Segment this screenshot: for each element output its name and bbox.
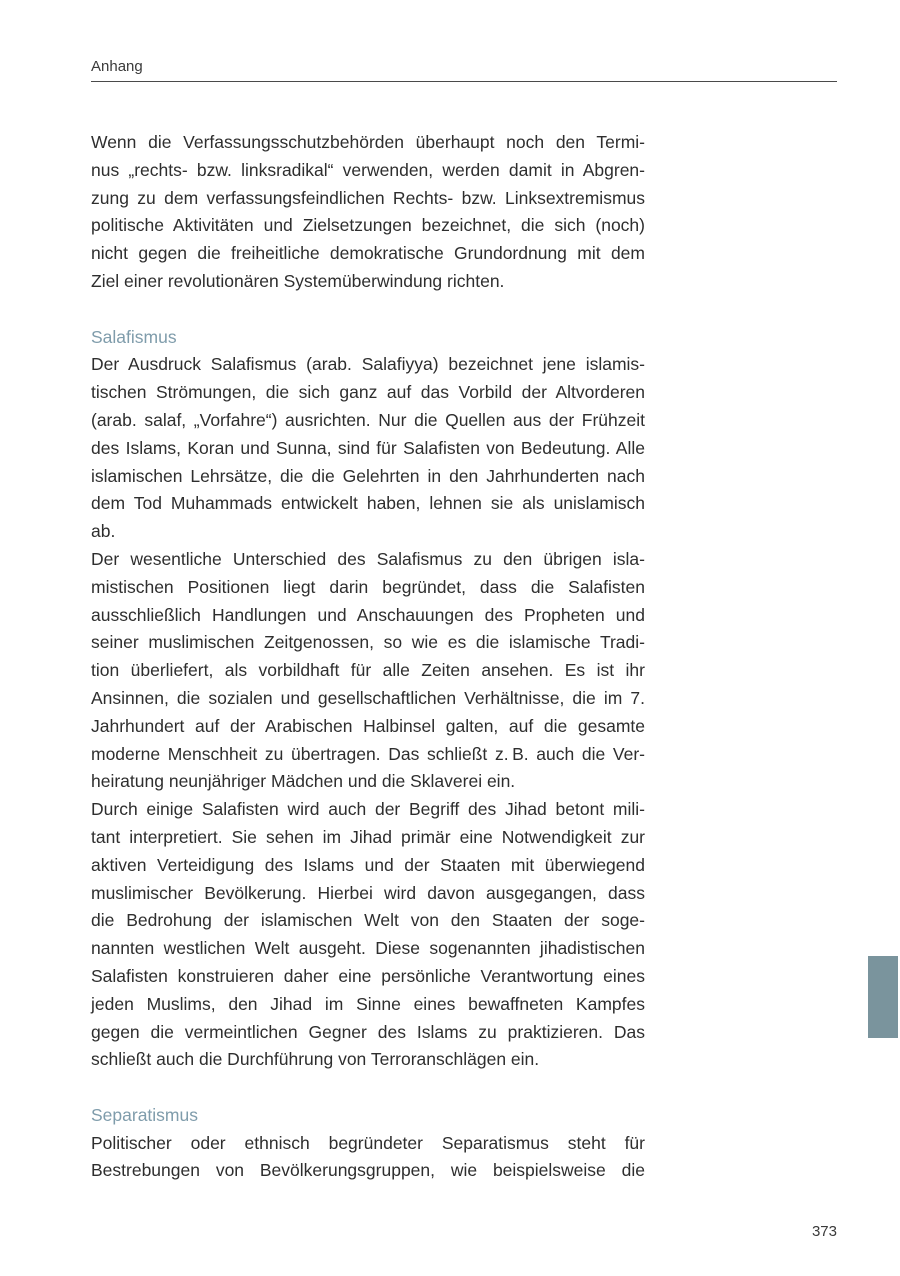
body-text-line: ab. (91, 521, 116, 542)
body-text-line: tion überliefert, als vorbildhaft für alle Zeiten ansehen. Es ist ihr (91, 660, 645, 681)
body-text-line: islamischen Lehrsätze, die die Gelehrten in den Jahrhunderten nach (91, 465, 645, 486)
page-number: 373 (811, 1223, 837, 1240)
section-heading-separatismus: Separatismus (91, 1104, 198, 1125)
body-text-line: schließt auch die Durchführung von Terroranschlägen ein. (91, 1049, 540, 1070)
paragraph-salafismus-1 (91, 351, 645, 546)
paragraph-separatismus-1 (91, 1130, 645, 1186)
chapter-thumb-tab (868, 956, 898, 1038)
section-heading-salafismus: Salafismus (91, 326, 177, 347)
body-text-line: die Bedrohung der islamischen Welt von den Staaten der soge- (91, 910, 645, 931)
body-text-line: nus „rechts- bzw. linksradikal“ verwenden, werden damit in Abgren- (91, 159, 645, 180)
body-text-line: aktiven Verteidigung des Islams und der Staaten mit überwiegend (91, 854, 645, 875)
body-text-line: Wenn die Verfassungsschutzbehörden überhaupt noch den Termi- (91, 132, 645, 152)
body-text-line: Bestrebungen von Bevölkerungsgruppen, wie beispielsweise die (91, 1160, 645, 1181)
paragraph-intro (91, 129, 645, 296)
paragraph-gap (91, 1074, 645, 1102)
body-text-line: zung zu dem verfassungsfeindlichen Rechts- bzw. Linksextremismus (91, 187, 645, 208)
header-rule (91, 81, 837, 82)
body-text-line: Salafisten konstruieren daher eine persönliche Verantwortung eines (91, 965, 645, 986)
body-text-line: politische Aktivitäten und Zielsetzungen bezeichnet, die sich (noch) (91, 215, 645, 236)
body-text-line: heiratung neunjähriger Mädchen und die Sklaverei ein. (91, 771, 516, 792)
body-text-line: ausschließlich Handlungen und Anschauungen des Propheten und (91, 604, 645, 625)
body-text-line: Der wesentliche Unterschied des Salafismus zu den übrigen isla- (91, 548, 645, 569)
body-text-line: (arab. salaf, „Vorfahre“) ausrichten. Nur die Quellen aus der Frühzeit (91, 409, 645, 430)
body-text-line: mistischen Positionen liegt darin begründet, dass die Salafisten (91, 576, 645, 597)
body-text-line: Politischer oder ethnisch begründeter Separatismus steht für (91, 1132, 645, 1153)
body-text-line: Jahrhundert auf der Arabischen Halbinsel galten, auf die gesamte (91, 715, 645, 736)
body-text-line: seiner muslimischen Zeitgenossen, so wie es die islamische Tradi- (91, 632, 645, 653)
running-header: Anhang (91, 58, 143, 75)
body-text-line: Ziel einer revolutionären Systemüberwindung richten. (91, 270, 505, 291)
body-text-line: muslimischer Bevölkerung. Hierbei wird davon ausgegangen, dass (91, 882, 645, 903)
body-text-line: Durch einige Salafisten wird auch der Begriff des Jihad betont mili- (91, 799, 645, 820)
body-text-line: des Islams, Koran und Sunna, sind für Salafisten von Bedeutung. Alle (91, 437, 645, 458)
body-text-line: gegen die vermeintlichen Gegner des Islams zu praktizieren. Das (91, 1021, 645, 1042)
body-text-line: tischen Strömungen, die sich ganz auf das Vorbild der Altvorderen (91, 382, 645, 403)
body-text-line: jeden Muslims, den Jihad im Sinne eines bewaffneten Kampfes (91, 993, 645, 1014)
paragraph-salafismus-3 (91, 796, 645, 1074)
paragraph-gap (91, 296, 645, 324)
body-text-line: dem Tod Muhammads entwickelt haben, lehnen sie als unislamisch (91, 493, 645, 514)
body-text-line: moderne Menschheit zu übertragen. Das schließt z. B. auch die Ver- (91, 743, 645, 764)
body-text-line: nannten westlichen Welt ausgeht. Diese sogenannten jihadistischen (91, 938, 645, 959)
body-text-line: Der Ausdruck Salafismus (arab. Salafiyya) bezeichnet jene islamis- (91, 354, 645, 375)
body-text-line: nicht gegen die freiheitliche demokratische Grundordnung mit dem (91, 243, 645, 264)
paragraph-salafismus-2 (91, 546, 645, 796)
body-text-line: tant interpretiert. Sie sehen im Jihad primär eine Notwendigkeit zur (91, 826, 645, 847)
text-column (91, 129, 645, 1185)
body-text-line: Ansinnen, die sozialen und gesellschaftlichen Verhältnisse, die im 7. (91, 687, 645, 708)
